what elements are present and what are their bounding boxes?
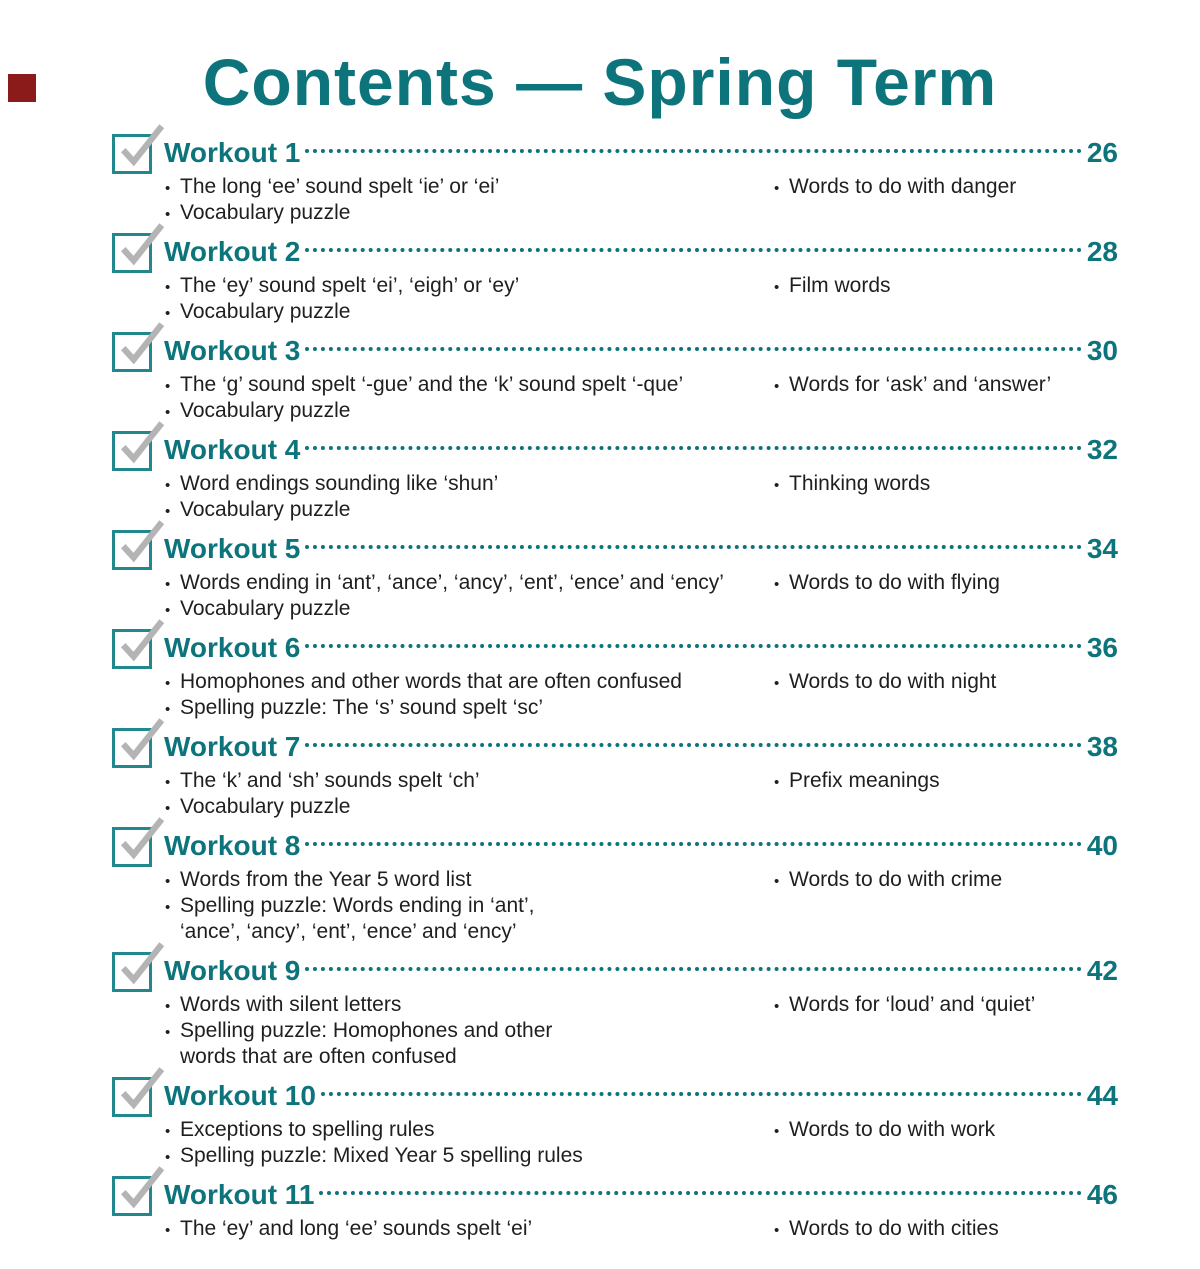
- bullet-icon: •: [165, 180, 171, 197]
- topic-line: [774, 992, 1035, 1018]
- checkbox[interactable]: [112, 134, 152, 174]
- topic-line: [165, 1044, 1118, 1070]
- workout-title: Workout 1: [164, 137, 301, 168]
- entry-header: [112, 952, 1118, 992]
- topic-text: Words to do with flying: [789, 571, 1000, 594]
- corner-mark: [8, 74, 36, 102]
- bullet-icon: •: [165, 305, 171, 322]
- dotted-leader: [305, 148, 1081, 153]
- entry-header: [112, 431, 1118, 471]
- entry-body: [112, 372, 1118, 424]
- page-number: 32: [1086, 434, 1118, 465]
- topic-text: words that are often confused: [180, 1045, 457, 1068]
- topic-line: [774, 471, 930, 497]
- topic-text: The ‘ey’ and long ‘ee’ sounds spelt ‘ei’: [180, 1217, 533, 1240]
- dotted-leader: [305, 841, 1081, 846]
- topic-text: Vocabulary puzzle: [180, 795, 351, 818]
- topic-text: Film words: [789, 274, 891, 297]
- bullet-icon: •: [774, 998, 780, 1015]
- bullet-icon: •: [774, 774, 780, 791]
- page-number: 38: [1086, 731, 1118, 762]
- page-number: 30: [1086, 335, 1118, 366]
- bullet-icon: •: [165, 477, 171, 494]
- checkmark-icon: [116, 120, 168, 172]
- topic-list-right: [774, 867, 1002, 893]
- page-number: 40: [1086, 830, 1118, 861]
- bullet-icon: •: [165, 899, 171, 916]
- checkbox[interactable]: [112, 728, 152, 768]
- bullet-icon: •: [165, 503, 171, 520]
- topic-line: [774, 1216, 999, 1242]
- dotted-leader: [321, 1091, 1082, 1096]
- bullet-icon: •: [165, 206, 171, 223]
- bullet-icon: •: [774, 477, 780, 494]
- workout-title: Workout 6: [164, 632, 301, 663]
- entry-body: [112, 1117, 1118, 1169]
- checkmark-icon: [116, 938, 168, 990]
- topic-text: The ‘k’ and ‘sh’ sounds spelt ‘ch’: [180, 769, 480, 792]
- topic-line: [165, 596, 1118, 622]
- topic-text: Vocabulary puzzle: [180, 498, 351, 521]
- page-number: 36: [1086, 632, 1118, 663]
- bullet-icon: •: [774, 180, 780, 197]
- bullet-icon: •: [774, 576, 780, 593]
- topic-text: Words to do with crime: [789, 868, 1003, 891]
- topic-list-right: [774, 372, 1051, 398]
- entry-body: [112, 1216, 1118, 1242]
- toc-list: [0, 134, 1200, 1242]
- checkmark-icon: [116, 516, 168, 568]
- bullet-icon: •: [165, 774, 171, 791]
- topic-text: Spelling puzzle: Words ending in ‘ant’,: [180, 894, 535, 917]
- checkmark-icon: [116, 318, 168, 370]
- bullet-icon: •: [165, 378, 171, 395]
- topic-text: Words for ‘loud’ and ‘quiet’: [789, 993, 1036, 1016]
- bullet-icon: •: [165, 873, 171, 890]
- topic-line: [165, 1143, 1118, 1169]
- page-title: Contents — Spring Term: [202, 45, 998, 119]
- topic-text: Homophones and other words that are often confused: [180, 670, 682, 693]
- topic-list-right: [774, 1117, 995, 1143]
- topic-list-right: [774, 273, 891, 299]
- workout-title: Workout 5: [164, 533, 301, 564]
- entry-body: [112, 174, 1118, 226]
- page-number: 26: [1086, 137, 1118, 168]
- entry-body: [112, 669, 1118, 721]
- toc-entry: [112, 1077, 1118, 1169]
- dotted-leader: [305, 445, 1081, 450]
- topic-list-left: [165, 471, 1118, 523]
- topic-text: Spelling puzzle: The ‘s’ sound spelt ‘sc’: [180, 696, 544, 719]
- topic-line: [774, 669, 996, 695]
- toc-entry: [112, 530, 1118, 622]
- checkmark-icon: [116, 1162, 168, 1214]
- workout-title: Workout 3: [164, 335, 301, 366]
- topic-text: Word endings sounding like ‘shun’: [180, 472, 499, 495]
- topic-line: [774, 1117, 995, 1143]
- checkmark-icon: [116, 615, 168, 667]
- page-number: 42: [1086, 955, 1118, 986]
- topic-text: Vocabulary puzzle: [180, 399, 351, 422]
- entry-header: [112, 1176, 1118, 1216]
- topic-line: [165, 497, 1118, 523]
- bullet-icon: •: [165, 404, 171, 421]
- topic-text: Prefix meanings: [789, 769, 940, 792]
- entry-body: [112, 992, 1118, 1070]
- topic-line: [165, 695, 1118, 721]
- entry-header: [112, 629, 1118, 669]
- checkmark-icon: [116, 219, 168, 271]
- toc-entry: [112, 134, 1118, 226]
- bullet-icon: •: [165, 279, 171, 296]
- topic-list-right: [774, 471, 930, 497]
- dotted-leader: [305, 966, 1081, 971]
- bullet-icon: •: [165, 602, 171, 619]
- dotted-leader: [305, 643, 1081, 648]
- topic-text: Words to do with cities: [789, 1217, 999, 1240]
- workout-title: Workout 11: [164, 1179, 315, 1210]
- topic-text: ‘ance’, ‘ancy’, ‘ent’, ‘ence’ and ‘ency’: [180, 920, 517, 943]
- topic-list-right: [774, 768, 940, 794]
- bullet-icon: •: [165, 1149, 171, 1166]
- page-number: 46: [1086, 1179, 1118, 1210]
- toc-entry: [112, 827, 1118, 945]
- entry-body: [112, 768, 1118, 820]
- toc-entry: [112, 728, 1118, 820]
- bullet-icon: •: [165, 1123, 171, 1140]
- topic-text: Spelling puzzle: Mixed Year 5 spelling rules: [180, 1144, 583, 1167]
- topic-text: The ‘ey’ sound spelt ‘ei’, ‘eigh’ or ‘ey’: [180, 274, 520, 297]
- checkbox[interactable]: [112, 827, 152, 867]
- bullet-icon: •: [165, 1024, 171, 1041]
- checkmark-icon: [116, 1063, 168, 1115]
- entry-body: [112, 273, 1118, 325]
- topic-text: Words ending in ‘ant’, ‘ance’, ‘ancy’, ‘ent’, ‘ence’ and ‘ency’: [180, 571, 724, 594]
- toc-entry: [112, 952, 1118, 1070]
- bullet-icon: •: [774, 1123, 780, 1140]
- bullet-icon: •: [165, 701, 171, 718]
- toc-entry: [112, 629, 1118, 721]
- toc-entry: [112, 1176, 1118, 1242]
- checkbox[interactable]: [112, 1077, 152, 1117]
- topic-list-right: [774, 1216, 999, 1242]
- checkbox[interactable]: [112, 629, 152, 669]
- entry-header: [112, 728, 1118, 768]
- checkmark-icon: [116, 714, 168, 766]
- topic-line: [165, 398, 1118, 424]
- topic-line: [165, 919, 1118, 945]
- entry-body: [112, 471, 1118, 523]
- bullet-icon: •: [165, 998, 171, 1015]
- entry-header: [112, 134, 1118, 174]
- topic-line: [774, 768, 940, 794]
- entry-body: [112, 570, 1118, 622]
- dotted-leader: [305, 544, 1081, 549]
- topic-list-left: [165, 273, 1118, 325]
- topic-line: [165, 1018, 1118, 1044]
- checkbox[interactable]: [112, 233, 152, 273]
- topic-text: Words to do with work: [789, 1118, 996, 1141]
- dotted-leader: [305, 247, 1081, 252]
- bullet-icon: •: [165, 1222, 171, 1239]
- bullet-icon: •: [774, 378, 780, 395]
- workout-title: Workout 10: [164, 1080, 316, 1111]
- page-number: 44: [1086, 1080, 1118, 1111]
- topic-line: [774, 273, 891, 299]
- topic-list-right: [774, 992, 1035, 1018]
- topic-line: [165, 200, 1118, 226]
- topic-line: [165, 893, 1118, 919]
- topic-line: [774, 570, 1000, 596]
- workout-title: Workout 4: [164, 434, 301, 465]
- entry-header: [112, 530, 1118, 570]
- dotted-leader: [305, 346, 1081, 351]
- checkmark-icon: [116, 417, 168, 469]
- checkbox[interactable]: [112, 952, 152, 992]
- workout-title: Workout 2: [164, 236, 301, 267]
- entry-header: [112, 827, 1118, 867]
- topic-text: Spelling puzzle: Homophones and other: [180, 1019, 553, 1042]
- topic-list-left: [165, 768, 1118, 820]
- checkbox[interactable]: [112, 332, 152, 372]
- topic-text: Words for ‘ask’ and ‘answer’: [789, 373, 1052, 396]
- topic-text: The ‘g’ sound spelt ‘-gue’ and the ‘k’ sound spelt ‘-que’: [180, 373, 684, 396]
- toc-entry: [112, 332, 1118, 424]
- topic-line: [165, 794, 1118, 820]
- bullet-icon: •: [774, 873, 780, 890]
- topic-line: [165, 273, 1118, 299]
- bullet-icon: •: [774, 279, 780, 296]
- topic-list-right: [774, 669, 996, 695]
- topic-text: Exceptions to spelling rules: [180, 1118, 435, 1141]
- workout-title: Workout 8: [164, 830, 301, 861]
- topic-text: Vocabulary puzzle: [180, 300, 351, 323]
- entry-header: [112, 1077, 1118, 1117]
- topic-text: Vocabulary puzzle: [180, 201, 351, 224]
- topic-text: Words to do with danger: [789, 175, 1017, 198]
- bullet-icon: •: [165, 576, 171, 593]
- topic-text: The long ‘ee’ sound spelt ‘ie’ or ‘ei’: [180, 175, 500, 198]
- checkbox[interactable]: [112, 530, 152, 570]
- topic-line: [774, 867, 1002, 893]
- workout-title: Workout 9: [164, 955, 301, 986]
- topic-list-right: [774, 174, 1016, 200]
- toc-entry: [112, 233, 1118, 325]
- topic-text: Vocabulary puzzle: [180, 597, 351, 620]
- entry-header: [112, 233, 1118, 273]
- bullet-icon: •: [165, 800, 171, 817]
- bullet-icon: •: [165, 675, 171, 692]
- topic-text: Words with silent letters: [180, 993, 402, 1016]
- topic-text: Words to do with night: [789, 670, 997, 693]
- toc-entry: [112, 431, 1118, 523]
- topic-line: [165, 471, 1118, 497]
- bullet-icon: •: [774, 675, 780, 692]
- topic-list-right: [774, 570, 1000, 596]
- entry-header: [112, 332, 1118, 372]
- checkmark-icon: [116, 813, 168, 865]
- checkbox[interactable]: [112, 1176, 152, 1216]
- page-number: 34: [1086, 533, 1118, 564]
- dotted-leader: [319, 1190, 1081, 1195]
- topic-line: [774, 372, 1051, 398]
- dotted-leader: [305, 742, 1081, 747]
- bullet-icon: •: [774, 1222, 780, 1239]
- topic-text: Words from the Year 5 word list: [180, 868, 472, 891]
- topic-text: Thinking words: [789, 472, 931, 495]
- page-number: 28: [1086, 236, 1118, 267]
- topic-line: [165, 299, 1118, 325]
- workout-title: Workout 7: [164, 731, 301, 762]
- checkbox[interactable]: [112, 431, 152, 471]
- topic-line: [774, 174, 1016, 200]
- entry-body: [112, 867, 1118, 945]
- topic-line: [165, 768, 1118, 794]
